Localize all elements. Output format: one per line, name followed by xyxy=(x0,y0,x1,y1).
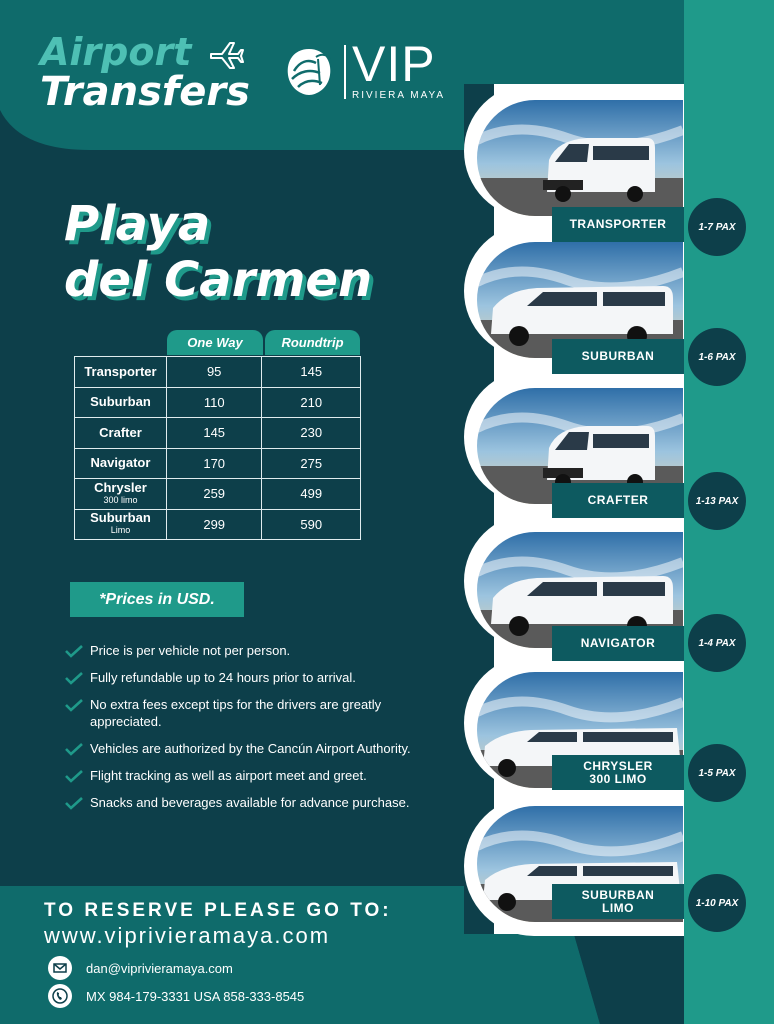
roundtrip-price: 275 xyxy=(262,448,361,479)
pax-badge: 1-10 PAX xyxy=(688,874,746,932)
pax-badge: 1-6 PAX xyxy=(688,328,746,386)
checkmark-icon xyxy=(64,742,84,756)
one-way-price: 170 xyxy=(166,448,262,479)
checkmark-icon xyxy=(64,769,84,783)
phone-numbers[interactable]: MX 984-179-3331 USA 858-333-8545 xyxy=(86,988,305,1004)
one-way-price: 110 xyxy=(166,387,262,418)
note-item xyxy=(64,767,439,784)
vehicle-name xyxy=(75,509,167,540)
vehicle-label xyxy=(552,626,684,661)
vehicle-name-sub: Limo xyxy=(110,525,131,536)
vehicle-label-line1: CHRYSLER xyxy=(583,758,653,773)
city-line2: del Carmen xyxy=(64,252,373,308)
logo-vip-text: VIP xyxy=(352,36,436,92)
checkmark-icon xyxy=(64,796,84,810)
vip-logo xyxy=(282,36,446,101)
title-line2: Transfers xyxy=(40,69,250,115)
price-row xyxy=(75,357,361,388)
roundtrip-price: 230 xyxy=(262,418,361,449)
vehicle-label xyxy=(552,339,684,374)
price-row xyxy=(75,448,361,479)
vehicle-photo xyxy=(477,100,683,216)
vehicle-name xyxy=(75,479,167,510)
email-row xyxy=(48,956,233,980)
vehicle-label-line1: SUBURBAN xyxy=(581,887,655,902)
website-link[interactable]: www.viprivieramaya.com xyxy=(44,923,331,948)
note-text: Vehicles are authorized by the Cancún Airport Authority. xyxy=(90,741,411,756)
vehicle-name-text: Navigator xyxy=(90,455,151,471)
airplane-icon xyxy=(208,40,244,70)
column-header-roundtrip: Roundtrip xyxy=(265,330,360,355)
note-text: Price is per vehicle not per person. xyxy=(90,643,291,658)
vehicle-name-text: Chrysler xyxy=(94,479,147,495)
price-row xyxy=(75,387,361,418)
roundtrip-price: 499 xyxy=(262,479,361,510)
vehicle-name-sub: 300 limo xyxy=(103,494,138,505)
one-way-price: 259 xyxy=(166,479,262,510)
vehicle-name-text: Suburban xyxy=(90,510,151,526)
pax-badge: 1-5 PAX xyxy=(688,744,746,802)
vehicle-label-line2: 300 LIMO xyxy=(589,771,647,786)
note-item xyxy=(64,794,439,811)
one-way-price: 145 xyxy=(166,418,262,449)
price-table xyxy=(74,356,361,540)
checkmark-icon xyxy=(64,698,84,712)
note-item xyxy=(64,740,439,757)
roundtrip-price: 590 xyxy=(262,509,361,540)
roundtrip-price: 145 xyxy=(262,357,361,388)
vehicle-label xyxy=(552,207,684,242)
one-way-price: 95 xyxy=(166,357,262,388)
vehicle-label-line1: NAVIGATOR xyxy=(580,636,656,650)
price-row xyxy=(75,479,361,510)
vehicle-label xyxy=(552,483,684,518)
checkmark-icon xyxy=(64,644,84,658)
note-text: Fully refundable up to 24 hours prior to arrival. xyxy=(90,670,356,685)
note-text: Snacks and beverages available for advance purchase. xyxy=(90,795,410,810)
vehicle-name-text: Crafter xyxy=(99,424,142,440)
vehicle-label-line1: CRAFTER xyxy=(587,493,649,507)
note-item xyxy=(64,696,439,730)
note-item xyxy=(64,642,439,659)
pax-badge: 1-4 PAX xyxy=(688,614,746,672)
email-address[interactable]: dan@viprivieramaya.com xyxy=(86,960,233,976)
column-header-one-way: One Way xyxy=(167,330,263,355)
vehicle-label-line1: SUBURBAN xyxy=(581,349,655,363)
price-row xyxy=(75,509,361,540)
price-row xyxy=(75,418,361,449)
pax-badge: 1-13 PAX xyxy=(688,472,746,530)
vehicle-label-line1: TRANSPORTER xyxy=(569,217,667,231)
checkmark-icon xyxy=(64,671,84,685)
vehicle-name xyxy=(75,418,167,449)
vehicle-label xyxy=(552,884,684,919)
logo-subtext: RIVIERA MAYA xyxy=(352,90,446,101)
currency-note: *Prices in USD. xyxy=(70,582,244,617)
vehicle-name xyxy=(75,448,167,479)
email-icon xyxy=(48,956,72,980)
roundtrip-price: 210 xyxy=(262,387,361,418)
city-line1: Playa xyxy=(64,196,211,252)
pax-badge: 1-7 PAX xyxy=(688,198,746,256)
title-line1: Airport xyxy=(40,30,192,74)
note-item xyxy=(64,669,439,686)
shell-palm-icon xyxy=(282,45,336,99)
vehicle-label xyxy=(552,755,684,790)
notes-list xyxy=(64,642,439,821)
logo-separator xyxy=(344,45,346,99)
note-text: Flight tracking as well as airport meet and greet. xyxy=(90,768,367,783)
vehicle-name-text: Transporter xyxy=(84,363,157,379)
reserve-heading: TO RESERVE PLEASE GO TO: xyxy=(44,900,392,921)
note-text: No extra fees except tips for the drivers are greatly appreciated. xyxy=(90,697,382,729)
van-photo xyxy=(477,100,683,216)
vehicle-name xyxy=(75,357,167,388)
one-way-price: 299 xyxy=(166,509,262,540)
phone-row xyxy=(48,984,304,1008)
phone-icon xyxy=(48,984,72,1008)
vehicle-label-line2: LIMO xyxy=(601,900,634,915)
city-title xyxy=(64,196,372,308)
vehicle-name-text: Suburban xyxy=(90,394,151,410)
vehicle-name xyxy=(75,387,167,418)
